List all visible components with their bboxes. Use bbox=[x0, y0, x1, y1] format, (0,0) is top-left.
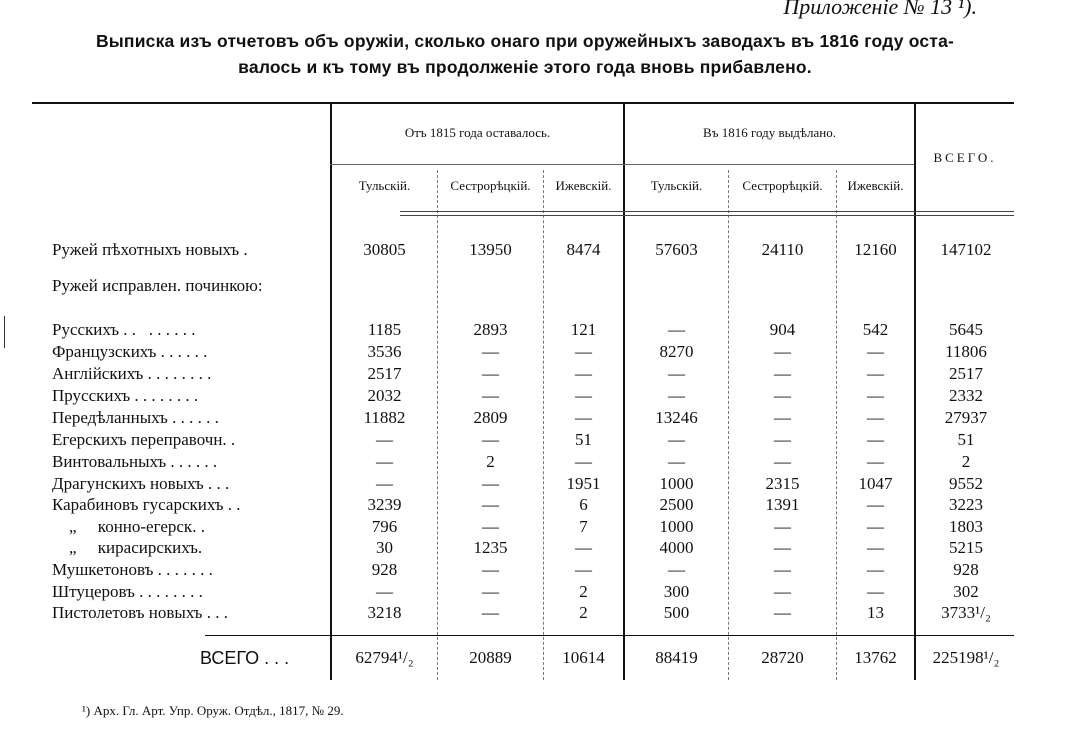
table-cell: — bbox=[774, 560, 791, 579]
table-cell: — bbox=[376, 452, 393, 471]
table-cell: 2 bbox=[579, 603, 588, 622]
table-cell: 3223 bbox=[949, 495, 983, 514]
table-cell: 4000 bbox=[659, 538, 694, 557]
table-cell: — bbox=[774, 364, 791, 383]
table-cell: — bbox=[867, 364, 884, 383]
row-label: Ружей исправлен. починкою: bbox=[52, 276, 263, 295]
table-row bbox=[0, 603, 1069, 623]
table-row bbox=[0, 560, 1069, 580]
title-line-1: Выписка изъ отчетовъ объ оружіи, сколько онаго при оружейныхъ заводахъ въ 1816 году оста- bbox=[95, 31, 955, 51]
table-cell: — bbox=[867, 408, 884, 427]
table-cell: — bbox=[774, 538, 791, 557]
column-header: Тульскій. bbox=[650, 178, 703, 193]
table-cell: 1951 bbox=[566, 474, 601, 493]
header-double-rule bbox=[400, 211, 1014, 216]
table-cell: — bbox=[482, 603, 499, 622]
header-subrule bbox=[330, 164, 624, 165]
row-label: Драгунскихъ новыхъ . . . bbox=[52, 474, 230, 493]
table-row bbox=[0, 538, 1069, 558]
table-cell: 3733¹/₂ bbox=[941, 603, 991, 622]
table-cell: — bbox=[668, 320, 685, 339]
row-label: Штуцеровъ . . . . . . . . bbox=[52, 582, 203, 601]
table-cell: 2032 bbox=[367, 386, 402, 405]
row-label: Англійскихъ . . . . . . . . bbox=[52, 364, 212, 383]
row-label: Мушкетоновъ . . . . . . . bbox=[52, 560, 213, 579]
table-cell: 11806 bbox=[945, 342, 987, 361]
table-cell: — bbox=[482, 474, 499, 493]
table-cell: 27937 bbox=[944, 408, 988, 427]
table-cell: — bbox=[867, 538, 884, 557]
table-cell: 2332 bbox=[949, 386, 983, 405]
table-row bbox=[0, 342, 1069, 362]
table-cell: — bbox=[575, 538, 592, 557]
table-row bbox=[0, 320, 1069, 340]
table-row bbox=[0, 276, 1069, 296]
total-cell: 13762 bbox=[854, 648, 897, 667]
table-cell: 30805 bbox=[363, 240, 406, 259]
table-cell: — bbox=[867, 430, 884, 449]
table-cell: 1803 bbox=[949, 517, 983, 536]
table-cell: — bbox=[575, 342, 592, 361]
table-row bbox=[0, 517, 1069, 537]
table-cell: 6 bbox=[579, 495, 588, 514]
table-cell: 2517 bbox=[367, 364, 402, 383]
table-cell: 11882 bbox=[363, 408, 406, 427]
table-cell: — bbox=[668, 560, 685, 579]
table-top-rule bbox=[32, 102, 1014, 104]
row-label: Передѣланныхъ . . . . . . bbox=[52, 408, 219, 427]
table-cell: 796 bbox=[371, 517, 398, 536]
appendix-label: Приложеніе № 13 ¹). bbox=[783, 0, 977, 19]
table-cell: — bbox=[376, 430, 393, 449]
row-label: Винтовальныхъ . . . . . . bbox=[52, 452, 218, 471]
table-cell: — bbox=[575, 560, 592, 579]
table-cell: — bbox=[575, 364, 592, 383]
column-header: Сестрорѣцкій. bbox=[450, 178, 531, 193]
table-cell: 928 bbox=[953, 560, 979, 579]
footnote: ¹) Арх. Гл. Арт. Упр. Оруж. Отдѣл., 1817, № 29. bbox=[82, 703, 344, 718]
row-label: „ кирасирскихъ. bbox=[52, 538, 203, 557]
table-cell: 7 bbox=[579, 517, 588, 536]
table-row bbox=[0, 452, 1069, 472]
row-label: „ конно-егерск. . bbox=[52, 517, 205, 536]
table-cell: 2500 bbox=[659, 495, 694, 514]
table-cell: — bbox=[774, 408, 791, 427]
table-cell: — bbox=[867, 560, 884, 579]
table-cell: — bbox=[774, 342, 791, 361]
total-cell: 62794¹/₂ bbox=[355, 648, 414, 667]
table-cell: 1235 bbox=[473, 538, 508, 557]
table-cell: — bbox=[867, 582, 884, 601]
row-label: Егерскихъ переправочн. . bbox=[52, 430, 236, 449]
document-title bbox=[20, 28, 1030, 80]
table-cell: 24110 bbox=[761, 240, 804, 259]
column-header: Ижевскій. bbox=[847, 178, 904, 193]
table-row bbox=[0, 582, 1069, 602]
table-cell: 147102 bbox=[940, 240, 992, 259]
table-cell: — bbox=[668, 452, 685, 471]
table-cell: — bbox=[867, 452, 884, 471]
table-cell: 3536 bbox=[367, 342, 402, 361]
table-row bbox=[0, 408, 1069, 428]
table-cell: — bbox=[774, 603, 791, 622]
row-label: Пистолетовъ новыхъ . . . bbox=[52, 603, 228, 622]
table-cell: 300 bbox=[663, 582, 690, 601]
table-row bbox=[0, 240, 1069, 260]
table-cell: — bbox=[482, 342, 499, 361]
table-cell: 3239 bbox=[367, 495, 402, 514]
table-cell: 2315 bbox=[765, 474, 800, 493]
table-cell: 2517 bbox=[949, 364, 983, 383]
table-cell: 1391 bbox=[765, 495, 800, 514]
table-cell: 2809 bbox=[473, 408, 508, 427]
table-row bbox=[0, 386, 1069, 406]
table-cell: — bbox=[575, 408, 592, 427]
row-label: Ружей пѣхотныхъ новыхъ . bbox=[52, 240, 248, 259]
table-cell: — bbox=[668, 364, 685, 383]
table-cell: 51 bbox=[575, 430, 592, 449]
table-cell: 2 bbox=[961, 452, 971, 471]
table-cell: — bbox=[867, 517, 884, 536]
column-header: Сестрорѣцкій. bbox=[742, 178, 823, 193]
total-cell: 88419 bbox=[655, 648, 698, 667]
table-cell: — bbox=[482, 364, 499, 383]
table-cell: 302 bbox=[953, 582, 979, 601]
table-cell: 8474 bbox=[566, 240, 601, 259]
table-cell: — bbox=[774, 517, 791, 536]
table-cell: 9552 bbox=[949, 474, 983, 493]
table-cell: 1000 bbox=[659, 474, 694, 493]
table-cell: 13246 bbox=[655, 408, 698, 427]
table-cell: 51 bbox=[957, 430, 975, 449]
table-cell: — bbox=[482, 517, 499, 536]
table-cell: 12160 bbox=[854, 240, 897, 259]
table-cell: 8270 bbox=[659, 342, 694, 361]
column-header: Ижевскій. bbox=[555, 178, 612, 193]
total-cell: 28720 bbox=[761, 648, 804, 667]
table-cell: 2 bbox=[579, 582, 588, 601]
table-cell: 57603 bbox=[655, 240, 698, 259]
table-cell: — bbox=[774, 452, 791, 471]
table-cell: — bbox=[575, 386, 592, 405]
table-cell: 13950 bbox=[469, 240, 512, 259]
table-cell: 3218 bbox=[367, 603, 402, 622]
table-cell: 13 bbox=[867, 603, 884, 622]
table-cell: 5645 bbox=[949, 320, 983, 339]
table-cell: — bbox=[668, 386, 685, 405]
table-cell: 2 bbox=[486, 452, 495, 471]
table-cell: — bbox=[482, 560, 499, 579]
group-header-1815: Отъ 1815 года оставалось. bbox=[404, 125, 551, 140]
table-cell: 1000 bbox=[659, 517, 694, 536]
total-row-label: ВСЕГО . . . bbox=[200, 648, 290, 668]
table-cell: 500 bbox=[663, 603, 690, 622]
table-row bbox=[0, 364, 1069, 384]
row-label: Русскихъ . . . . . . . . bbox=[52, 320, 196, 339]
table-cell: — bbox=[482, 495, 499, 514]
table-cell: — bbox=[575, 452, 592, 471]
table-row bbox=[0, 495, 1069, 515]
table-cell: — bbox=[867, 495, 884, 514]
row-label: Французскихъ . . . . . . bbox=[52, 342, 208, 361]
table-cell: — bbox=[774, 582, 791, 601]
table-row bbox=[0, 474, 1069, 494]
total-cell: 20889 bbox=[469, 648, 512, 667]
title-line-2: валось и къ тому въ продолженіе этого года вновь прибавлено. bbox=[238, 57, 812, 77]
table-cell: 1047 bbox=[858, 474, 893, 493]
table-cell: — bbox=[867, 386, 884, 405]
table-cell: 1185 bbox=[367, 320, 402, 339]
table-cell: 2893 bbox=[473, 320, 508, 339]
table-row bbox=[0, 430, 1069, 450]
table-cell: — bbox=[376, 474, 393, 493]
row-label: Карабиновъ гусарскихъ . . bbox=[52, 495, 241, 514]
table-cell: 928 bbox=[371, 560, 398, 579]
table-cell: — bbox=[376, 582, 393, 601]
group-header-1816: Въ 1816 году выдѣлано. bbox=[703, 125, 836, 140]
table-bottom-rule bbox=[205, 635, 1014, 636]
column-header: Тульскій. bbox=[358, 178, 411, 193]
row-label: Прусскихъ . . . . . . . . bbox=[52, 386, 199, 405]
table-cell: 30 bbox=[376, 538, 393, 557]
table-cell: — bbox=[482, 386, 499, 405]
table-cell: — bbox=[668, 430, 685, 449]
table-cell: 542 bbox=[862, 320, 889, 339]
total-cell: 10614 bbox=[562, 648, 605, 667]
total-cell: 225198¹/₂ bbox=[932, 648, 1000, 667]
header-subrule bbox=[624, 164, 914, 165]
table-cell: — bbox=[482, 430, 499, 449]
table-cell: — bbox=[867, 342, 884, 361]
table-cell: — bbox=[482, 582, 499, 601]
table-cell: 904 bbox=[769, 320, 796, 339]
total-header: ВСЕГО. bbox=[933, 150, 997, 165]
table-cell: 121 bbox=[570, 320, 597, 339]
table-cell: — bbox=[774, 430, 791, 449]
table-cell: 5215 bbox=[949, 538, 983, 557]
table-cell: — bbox=[774, 386, 791, 405]
